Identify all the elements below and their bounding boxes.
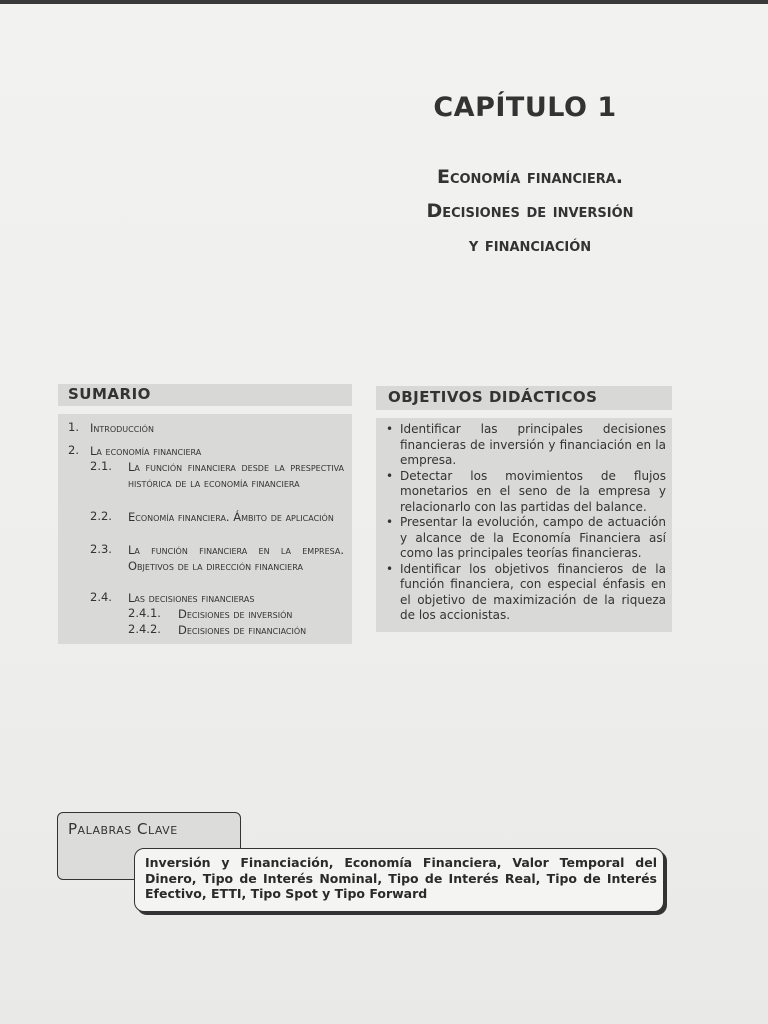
toc-text: Decisiones de financiación [178, 623, 307, 637]
toc-text: Las decisiones financieras [128, 591, 255, 605]
sumario-box [58, 414, 352, 644]
objetivos-title: OBJETIVOS DIDÁCTICOS [388, 388, 598, 406]
toc-text: La economía financiera [90, 444, 202, 458]
list-item [386, 515, 666, 562]
toc-text: Economía financiera. Ámbito de aplicación [128, 510, 334, 524]
toc-number: 2.4. [90, 590, 112, 604]
toc-number: 2.1. [90, 459, 112, 473]
toc-number: 2.2. [90, 509, 112, 523]
objetivos-list [386, 422, 666, 624]
palabras-clave-text: Inversión y Financiación, Economía Financiera, Valor Temporal del Dinero, Tipo de Interés Nominal, Tipo de Interés Real, Tipo de Interés Efectivo, ETTI, Tipo Spot y Tipo Forward [145, 855, 657, 901]
page-top-edge [0, 0, 768, 4]
toc-number: 2.3. [90, 542, 112, 556]
subtitle-line-1: Economía financiera. [436, 166, 624, 188]
palabras-clave-box [134, 848, 664, 912]
bullet-icon: • [386, 515, 394, 529]
bullet-icon: • [386, 468, 394, 483]
list-item [386, 469, 666, 516]
chapter-title: CAPÍTULO 1 [433, 92, 617, 123]
subtitle-line-2: Decisiones de inversión [426, 200, 634, 222]
objetivo-text: Identificar los objetivos financieros de la función financiera, con especial énfasis en el objetivo de maximización de la riqueza de los accionistas. [400, 561, 666, 622]
list-item [386, 422, 666, 469]
subtitle-line-3: y financiación [468, 234, 592, 256]
toc-text: Introducción [90, 421, 154, 435]
objetivo-text: Identificar las principales decisiones financieras de inversión y financiación en la empresa. [400, 422, 666, 467]
toc-text: La función financiera en la empresa. Objetivos de la dirección financiera [128, 543, 344, 573]
chapter-subtitle [370, 160, 690, 262]
objetivo-text: Detectar los movimientos de flujos monetarios en el seno de la empresa y relacionarlo con las partidas del balance. [400, 468, 666, 514]
bullet-icon: • [386, 561, 394, 576]
bullet-icon: • [386, 422, 394, 436]
objetivos-header [376, 386, 672, 410]
palabras-clave-label: Palabras Clave [68, 820, 178, 838]
objetivo-text: Presentar la evolución, campo de actuación y alcance de la Economía Financiera así como las principales teorías financieras. [400, 515, 666, 560]
toc-number: 2.4.1. [128, 606, 161, 620]
sumario-header [58, 384, 352, 406]
toc-number: 2. [68, 443, 79, 457]
sumario-title: SUMARIO [68, 385, 151, 403]
toc-text: Decisiones de inversión [178, 607, 293, 621]
toc-number: 1. [68, 420, 79, 434]
objetivos-box [376, 418, 672, 632]
toc-number: 2.4.2. [128, 622, 161, 636]
toc-text: La función financiera desde la prespectiva histórica de la economía financiera [128, 460, 344, 490]
list-item [386, 562, 666, 624]
